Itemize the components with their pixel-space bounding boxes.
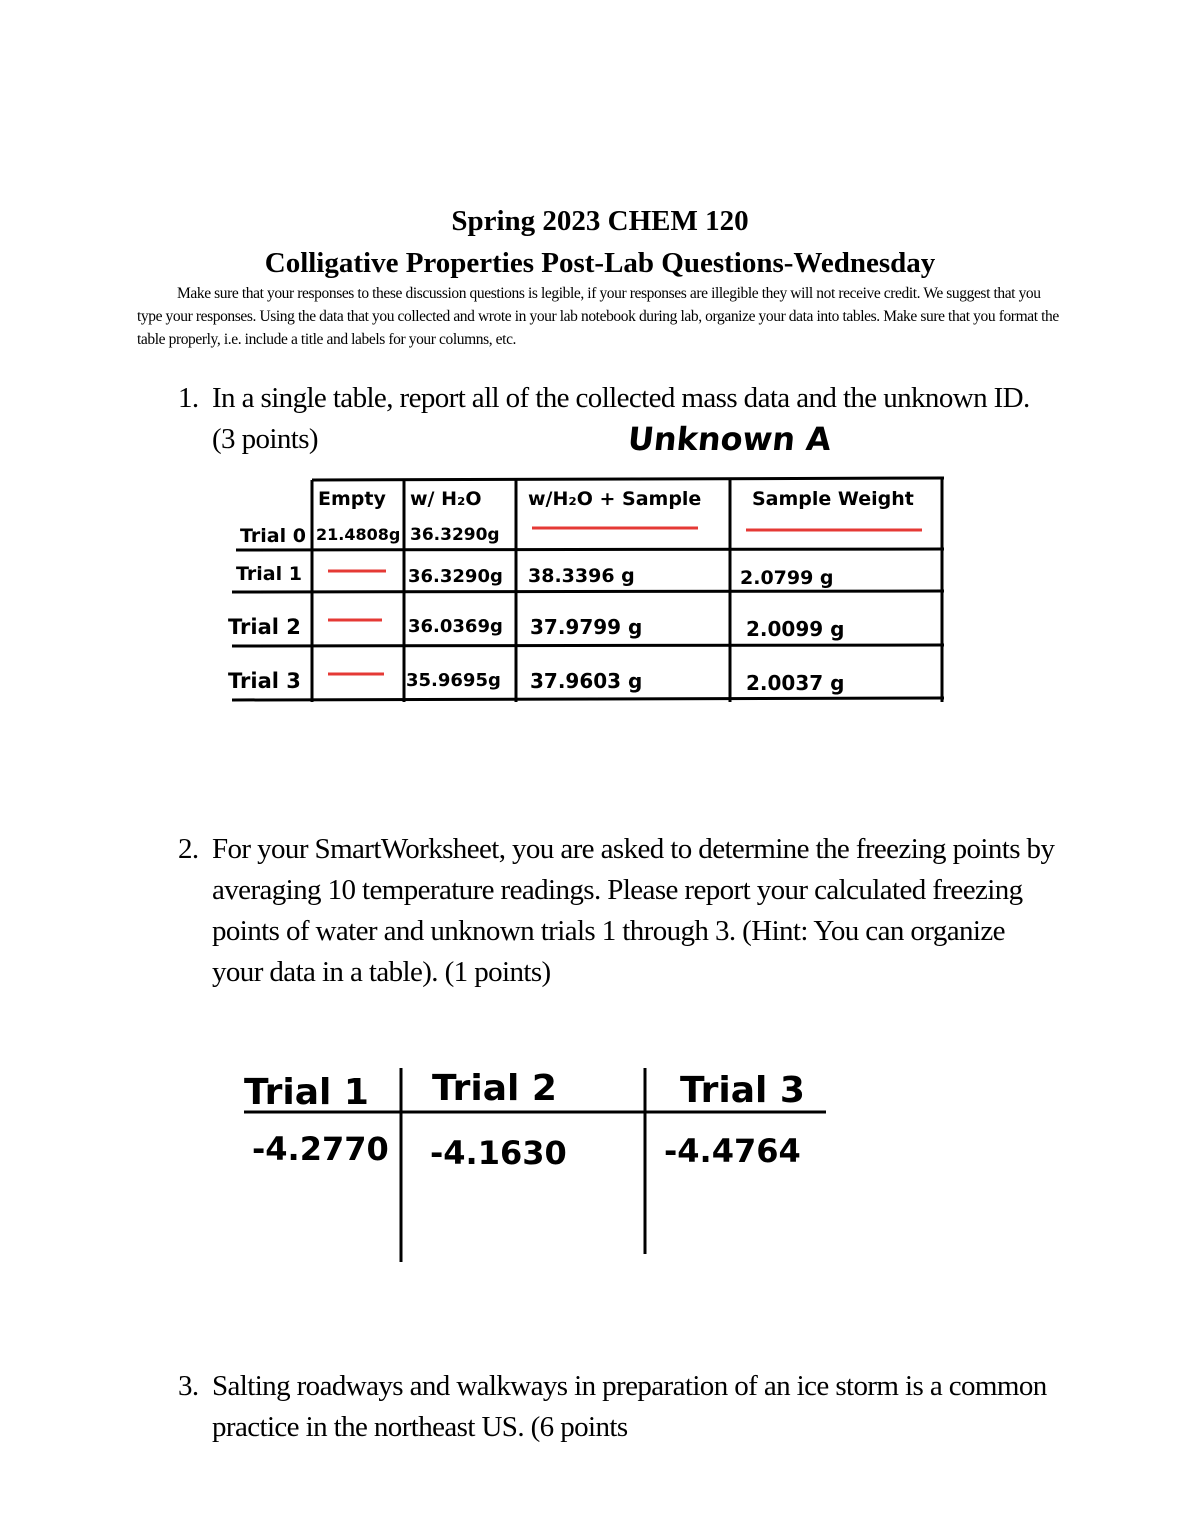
table-cell: 38.3396 g: [528, 565, 635, 587]
question-3: [178, 1366, 1058, 1448]
column-header: Trial 2: [432, 1068, 557, 1109]
table-cell: -4.4764: [664, 1132, 801, 1170]
question-text: Salting roadways and walkways in preparation of an ice storm is a common practice in the northeast US. (6 points: [212, 1370, 1047, 1443]
question-number: 2.: [178, 833, 199, 865]
question-number: 3.: [178, 1370, 199, 1402]
table-cell: 37.9603 g: [530, 669, 643, 693]
page-subtitle: Colligative Properties Post-Lab Questions-Wednesday: [264, 247, 936, 279]
unknown-id-handwritten: Unknown A: [626, 420, 834, 458]
row-label: Trial 0: [240, 525, 306, 547]
table-cell: -4.2770: [252, 1130, 389, 1168]
question-number: 1.: [178, 382, 199, 414]
table-cell: 21.4808g: [316, 525, 401, 544]
row-label: Trial 3: [228, 669, 301, 693]
row-label: Trial 1: [236, 563, 302, 585]
column-header: w/ H₂O: [410, 488, 482, 510]
table-cell: 2.0099 g: [746, 617, 845, 641]
table-cell: 2.0799 g: [740, 567, 834, 589]
column-header: w/H₂O + Sample: [528, 488, 702, 510]
page-title: Spring 2023 CHEM 120: [451, 205, 749, 237]
table-cell: 36.0369g: [408, 616, 503, 637]
column-header: Empty: [318, 488, 386, 510]
column-header: Sample Weight: [752, 488, 914, 510]
instructions-paragraph: Make sure that your responses to these discussion questions is legible, if your responses are illegible they will not receive credit. We suggest that you type your responses. Using the data that you collected and wrote in your lab notebook during lab, organize your data into tables. Make sure that you format the table properly, i.e. include a title and labels for your columns, etc.: [137, 285, 1059, 348]
table-cell: 35.9695g: [406, 670, 501, 691]
table-cell: 36.3290g: [408, 566, 503, 587]
table-cell: 2.0037 g: [746, 671, 845, 695]
table-cell: 37.9799 g: [530, 615, 643, 639]
question-text: For your SmartWorksheet, you are asked to determine the freezing points by averaging 10 temperature readings. Please report your calculated freezing points of water and unknown trials 1 through 3. (Hint: You can organize your data in a table). (1 points): [212, 833, 1055, 988]
table-cell: 36.3290g: [410, 525, 500, 545]
question-text: In a single table, report all of the collected mass data and the unknown ID. (3 points): [212, 382, 1030, 455]
table-cell: -4.1630: [430, 1134, 567, 1172]
column-header: Trial 3: [680, 1070, 805, 1111]
row-label: Trial 2: [228, 615, 301, 639]
column-header: Trial 1: [244, 1072, 369, 1113]
